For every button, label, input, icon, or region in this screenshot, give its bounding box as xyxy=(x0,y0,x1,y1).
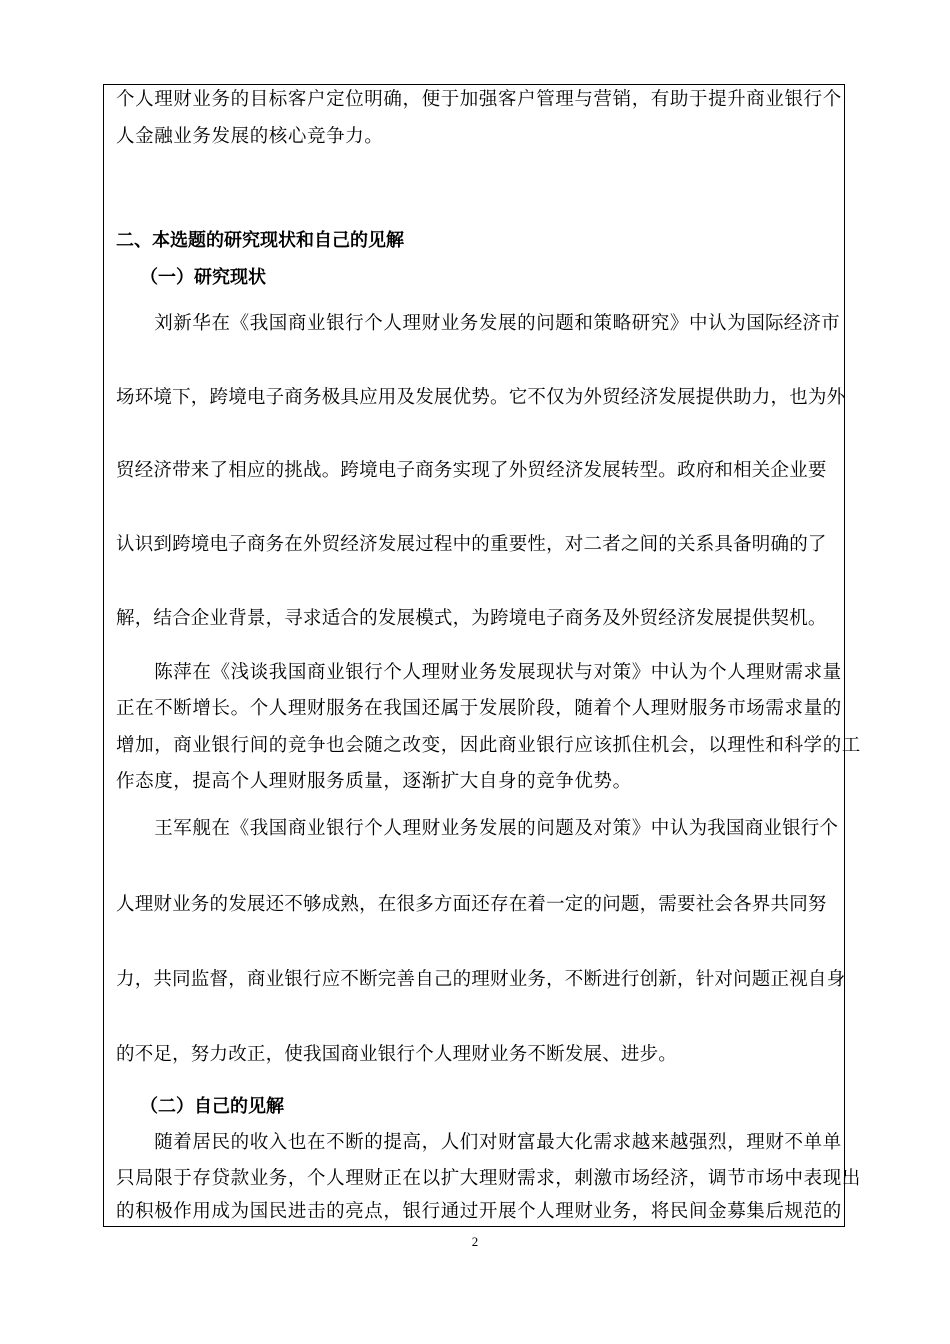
paragraph-text: 国际经济市 xyxy=(746,313,840,334)
paragraph-line: 个人理财业务的目标客户定位明确，便于加强客户管理与营销，有助于提升商业银行个 xyxy=(116,89,842,110)
paragraph-line xyxy=(116,312,840,336)
paragraph-line: 解，结合企业背景，寻求适合的发展模式，为跨境电子商务及外贸经济发展提供契机。 xyxy=(116,608,827,629)
page-number: 2 xyxy=(471,1234,479,1249)
paragraph-line: 随着居民的收入也在不断的提高，人们对财富最大化需求越来越强烈，理财不单单 xyxy=(116,1132,842,1153)
paragraph-line: 增加，商业银行间的竞争也会随之改变，因此商业银行应该抓住机会，以理性和科学的工 xyxy=(116,735,861,756)
paragraph-line: 作态度，提高个人理财服务质量，逐渐扩大自身的竞争优势。 xyxy=(116,771,632,792)
paragraph-text: 认为我国商业银行个 xyxy=(669,818,839,839)
paragraph-line: 认识到跨境电子商务在外贸经济发展过程中的重要性，对二者之间的关系具备明确的了 xyxy=(116,534,827,555)
paragraph-line: 贸经济带来了相应的挑战。跨境电子商务实现了外贸经济发展转型。政府和相关企业要 xyxy=(116,460,827,481)
paragraph-text: 王军舰在《我国商业银行个人理财业务发展的问题及对策》中 xyxy=(116,818,670,839)
paragraph-line xyxy=(116,817,838,841)
section-heading: 二、本选题的研究现状和自己的见解 xyxy=(116,230,404,251)
paragraph-line: 力，共同监督，商业银行应不断完善自己的理财业务，不断进行创新，针对问题正视自身 xyxy=(116,969,846,990)
paragraph-line: 的积极作用成为国民进击的亮点，银行通过开展个人理财业务，将民间金募集后规范的 xyxy=(116,1201,842,1222)
subsection-heading: （一）研究现状 xyxy=(140,267,266,288)
subsection-heading: （二）自己的见解 xyxy=(140,1096,284,1117)
paragraph-line: 人理财业务的发展还不够成熟，在很多方面还存在着一定的问题，需要社会各界共同努 xyxy=(116,894,827,915)
paragraph-text: 刘新华在《我国商业银行个人理财业务发展的问题和策略研究》中认为 xyxy=(116,313,747,334)
paragraph-line: 正在不断增长。个人理财服务在我国还属于发展阶段，随着个人理财服务市场需求量的 xyxy=(116,698,842,719)
paragraph-line: 的不足，努力改正，使我国商业银行个人理财业务不断发展、进步。 xyxy=(116,1044,678,1065)
paragraph-line: 陈萍在《浅谈我国商业银行个人理财业务发展现状与对策》中认为个人理财需求量 xyxy=(116,662,842,683)
paragraph-line: 场环境下，跨境电子商务极具应用及发展优势。它不仅为外贸经济发展提供助力，也为外 xyxy=(116,387,846,408)
paragraph-line: 只局限于存贷款业务，个人理财正在以扩大理财需求，刺激市场经济，调节市场中表现出 xyxy=(116,1168,861,1189)
paragraph-line: 人金融业务发展的核心竞争力。 xyxy=(116,126,384,147)
